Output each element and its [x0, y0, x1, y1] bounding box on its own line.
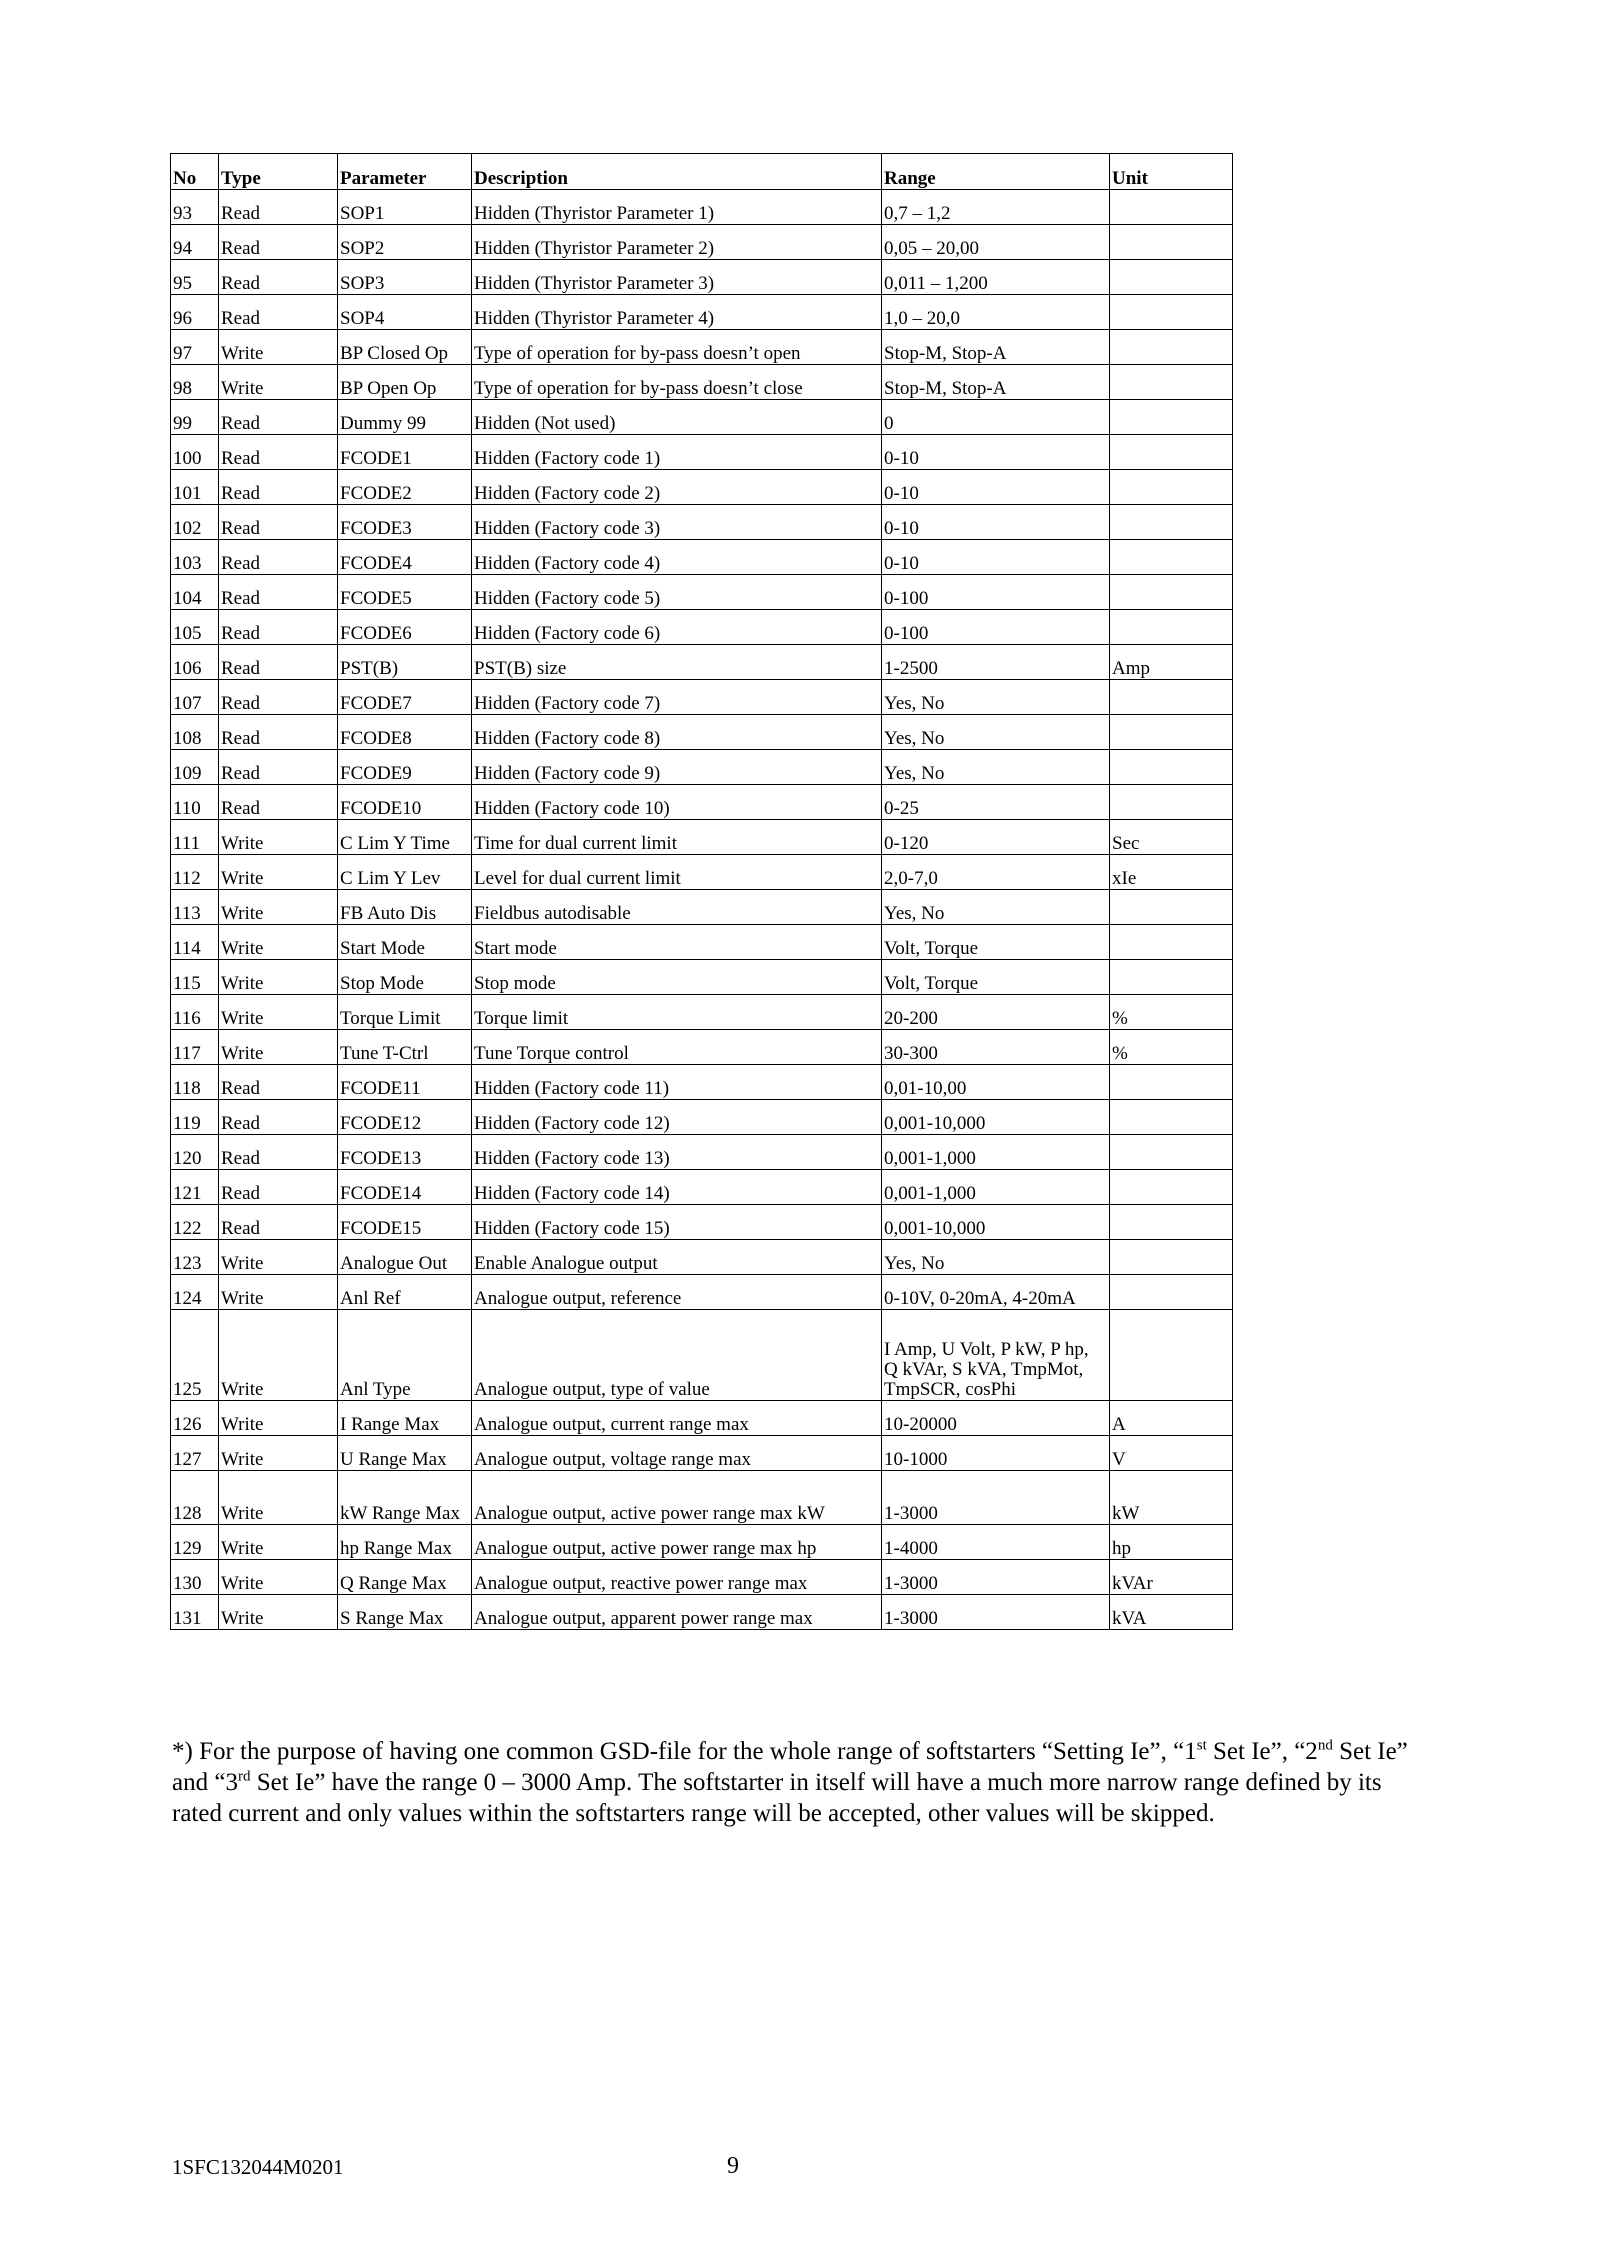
cell-unit [1110, 1275, 1233, 1310]
cell-unit [1110, 260, 1233, 295]
cell-unit: % [1110, 995, 1233, 1030]
cell-no: 100 [171, 435, 219, 470]
table-row [171, 400, 1233, 435]
table-row [171, 645, 1233, 680]
cell-parameter: Anl Ref [338, 1275, 472, 1310]
cell-range: 0-100 [882, 610, 1110, 645]
cell-type: Write [219, 1436, 338, 1471]
cell-description: Hidden (Factory code 7) [472, 680, 882, 715]
cell-unit [1110, 1065, 1233, 1100]
cell-parameter: FCODE1 [338, 435, 472, 470]
cell-description: Hidden (Factory code 8) [472, 715, 882, 750]
cell-type: Read [219, 435, 338, 470]
cell-range: 1,0 – 20,0 [882, 295, 1110, 330]
cell-unit [1110, 190, 1233, 225]
document-id: 1SFC132044M0201 [172, 2155, 344, 2179]
cell-unit [1110, 575, 1233, 610]
cell-no: 104 [171, 575, 219, 610]
cell-parameter: C Lim Y Lev [338, 855, 472, 890]
cell-range: 0,05 – 20,00 [882, 225, 1110, 260]
cell-parameter: FCODE14 [338, 1170, 472, 1205]
cell-range: 0-10 [882, 470, 1110, 505]
table-row [171, 505, 1233, 540]
cell-type: Read [219, 470, 338, 505]
cell-unit [1110, 1310, 1233, 1401]
cell-range: Stop-M, Stop-A [882, 365, 1110, 400]
cell-parameter: FCODE5 [338, 575, 472, 610]
cell-description: Analogue output, active power range max kW [472, 1471, 882, 1525]
cell-range: 0,001-1,000 [882, 1135, 1110, 1170]
cell-type: Write [219, 890, 338, 925]
cell-parameter: SOP3 [338, 260, 472, 295]
cell-type: Write [219, 820, 338, 855]
cell-range: 1-3000 [882, 1595, 1110, 1630]
cell-type: Read [219, 505, 338, 540]
cell-description: Analogue output, active power range max hp [472, 1525, 882, 1560]
cell-no: 97 [171, 330, 219, 365]
cell-description: Analogue output, reference [472, 1275, 882, 1310]
footnote-text-3: Set Ie” and “3 [172, 1738, 1408, 1796]
cell-description: Hidden (Thyristor Parameter 3) [472, 260, 882, 295]
table-row [171, 680, 1233, 715]
header-parameter: Parameter [338, 154, 472, 190]
cell-range: 0-10 [882, 540, 1110, 575]
footnote-text-2: Set Ie”, “2 [1206, 1738, 1318, 1765]
cell-unit: xIe [1110, 855, 1233, 890]
table-row [171, 855, 1233, 890]
cell-no: 122 [171, 1205, 219, 1240]
cell-description: Time for dual current limit [472, 820, 882, 855]
table-row [171, 1471, 1233, 1525]
cell-no: 118 [171, 1065, 219, 1100]
cell-unit: kVAr [1110, 1560, 1233, 1595]
cell-range: 0,001-10,000 [882, 1100, 1110, 1135]
cell-description: Hidden (Factory code 15) [472, 1205, 882, 1240]
cell-unit: A [1110, 1401, 1233, 1436]
cell-type: Read [219, 645, 338, 680]
cell-no: 112 [171, 855, 219, 890]
cell-type: Read [219, 225, 338, 260]
cell-range: 1-3000 [882, 1471, 1110, 1525]
cell-type: Write [219, 1560, 338, 1595]
cell-type: Write [219, 925, 338, 960]
cell-unit [1110, 960, 1233, 995]
cell-unit [1110, 225, 1233, 260]
table-row [171, 1595, 1233, 1630]
cell-range: 0-100 [882, 575, 1110, 610]
cell-no: 114 [171, 925, 219, 960]
cell-no: 108 [171, 715, 219, 750]
cell-parameter: FCODE12 [338, 1100, 472, 1135]
cell-no: 120 [171, 1135, 219, 1170]
cell-no: 128 [171, 1471, 219, 1525]
cell-unit [1110, 1240, 1233, 1275]
cell-type: Read [219, 1065, 338, 1100]
cell-parameter: kW Range Max [338, 1471, 472, 1525]
cell-no: 95 [171, 260, 219, 295]
cell-description: Analogue output, apparent power range max [472, 1595, 882, 1630]
table-row [171, 1065, 1233, 1100]
cell-parameter: BP Open Op [338, 365, 472, 400]
cell-description: Hidden (Thyristor Parameter 1) [472, 190, 882, 225]
cell-range: Yes, No [882, 680, 1110, 715]
cell-description: Hidden (Factory code 1) [472, 435, 882, 470]
table-row [171, 1560, 1233, 1595]
table-row [171, 820, 1233, 855]
cell-range: 0-10V, 0-20mA, 4-20mA [882, 1275, 1110, 1310]
table-row [171, 1275, 1233, 1310]
cell-description: Analogue output, type of value [472, 1310, 882, 1401]
cell-range: 0 [882, 400, 1110, 435]
table-row [171, 1240, 1233, 1275]
cell-unit [1110, 1170, 1233, 1205]
table-row [171, 1401, 1233, 1436]
cell-range: I Amp, U Volt, P kW, P hp, Q kVAr, S kVA, TmpMot, TmpSCR, cosPhi [882, 1310, 1110, 1401]
cell-no: 98 [171, 365, 219, 400]
cell-unit [1110, 505, 1233, 540]
cell-range: Volt, Torque [882, 960, 1110, 995]
cell-type: Write [219, 855, 338, 890]
table-row [171, 890, 1233, 925]
cell-unit: hp [1110, 1525, 1233, 1560]
footnote-sup-3: rd [237, 1768, 251, 1785]
cell-no: 106 [171, 645, 219, 680]
cell-type: Write [219, 1240, 338, 1275]
cell-parameter: U Range Max [338, 1436, 472, 1471]
cell-parameter: FCODE10 [338, 785, 472, 820]
cell-range: Yes, No [882, 750, 1110, 785]
cell-type: Read [219, 715, 338, 750]
table-row [171, 1170, 1233, 1205]
cell-parameter: Stop Mode [338, 960, 472, 995]
cell-unit [1110, 470, 1233, 505]
cell-description: Type of operation for by-pass doesn’t close [472, 365, 882, 400]
table-row [171, 330, 1233, 365]
cell-description: Level for dual current limit [472, 855, 882, 890]
header-range: Range [882, 154, 1110, 190]
header-description: Description [472, 154, 882, 190]
cell-parameter: FCODE8 [338, 715, 472, 750]
table-row [171, 190, 1233, 225]
cell-no: 96 [171, 295, 219, 330]
cell-unit: Sec [1110, 820, 1233, 855]
cell-type: Read [219, 190, 338, 225]
cell-description: Fieldbus autodisable [472, 890, 882, 925]
table-row [171, 960, 1233, 995]
table-row [171, 1525, 1233, 1560]
cell-description: Analogue output, reactive power range max [472, 1560, 882, 1595]
cell-type: Read [219, 1135, 338, 1170]
cell-no: 130 [171, 1560, 219, 1595]
cell-unit: V [1110, 1436, 1233, 1471]
cell-parameter: FCODE7 [338, 680, 472, 715]
cell-unit [1110, 1100, 1233, 1135]
cell-description: Hidden (Factory code 13) [472, 1135, 882, 1170]
table-row [171, 470, 1233, 505]
cell-unit [1110, 680, 1233, 715]
table-row [171, 295, 1233, 330]
cell-description: Hidden (Factory code 3) [472, 505, 882, 540]
cell-range: 10-20000 [882, 1401, 1110, 1436]
cell-no: 107 [171, 680, 219, 715]
cell-parameter: I Range Max [338, 1401, 472, 1436]
table-row [171, 1030, 1233, 1065]
table-row [171, 715, 1233, 750]
cell-no: 101 [171, 470, 219, 505]
cell-no: 93 [171, 190, 219, 225]
cell-no: 123 [171, 1240, 219, 1275]
cell-range: 0,001-1,000 [882, 1170, 1110, 1205]
cell-no: 110 [171, 785, 219, 820]
cell-description: Hidden (Thyristor Parameter 2) [472, 225, 882, 260]
table-header-row [171, 154, 1233, 190]
table-row [171, 1310, 1233, 1401]
cell-type: Read [219, 540, 338, 575]
cell-unit [1110, 1205, 1233, 1240]
cell-parameter: Dummy 99 [338, 400, 472, 435]
footnote-text-1: *) For the purpose of having one common GSD-file for the whole range of softstarters “Setting Ie”, “1 [172, 1738, 1197, 1765]
table-row [171, 925, 1233, 960]
cell-parameter: Anl Type [338, 1310, 472, 1401]
cell-range: 0,001-10,000 [882, 1205, 1110, 1240]
cell-parameter: FCODE2 [338, 470, 472, 505]
cell-no: 113 [171, 890, 219, 925]
cell-no: 117 [171, 1030, 219, 1065]
cell-range: 30-300 [882, 1030, 1110, 1065]
cell-unit: % [1110, 1030, 1233, 1065]
cell-type: Write [219, 1525, 338, 1560]
cell-unit [1110, 1135, 1233, 1170]
page-number: 9 [727, 2153, 739, 2179]
cell-parameter: Analogue Out [338, 1240, 472, 1275]
cell-no: 99 [171, 400, 219, 435]
cell-type: Read [219, 750, 338, 785]
cell-parameter: SOP4 [338, 295, 472, 330]
cell-no: 109 [171, 750, 219, 785]
cell-parameter: FCODE11 [338, 1065, 472, 1100]
cell-no: 102 [171, 505, 219, 540]
cell-parameter: FB Auto Dis [338, 890, 472, 925]
cell-range: 1-3000 [882, 1560, 1110, 1595]
cell-unit [1110, 610, 1233, 645]
cell-description: Analogue output, voltage range max [472, 1436, 882, 1471]
cell-parameter: S Range Max [338, 1595, 472, 1630]
cell-type: Write [219, 995, 338, 1030]
cell-unit [1110, 365, 1233, 400]
cell-parameter: FCODE15 [338, 1205, 472, 1240]
cell-range: 0-10 [882, 435, 1110, 470]
cell-no: 125 [171, 1310, 219, 1401]
cell-range: Stop-M, Stop-A [882, 330, 1110, 365]
cell-unit [1110, 400, 1233, 435]
cell-range: 0,011 – 1,200 [882, 260, 1110, 295]
cell-no: 127 [171, 1436, 219, 1471]
cell-parameter: BP Closed Op [338, 330, 472, 365]
cell-range: 0-25 [882, 785, 1110, 820]
cell-unit [1110, 540, 1233, 575]
cell-no: 103 [171, 540, 219, 575]
table-row [171, 540, 1233, 575]
cell-description: PST(B) size [472, 645, 882, 680]
cell-type: Read [219, 785, 338, 820]
table-row [171, 750, 1233, 785]
cell-unit [1110, 435, 1233, 470]
parameter-table [170, 153, 1233, 1630]
table-row [171, 1436, 1233, 1471]
footnote-sup-1: st [1196, 1737, 1207, 1754]
footnote-sup-2: nd [1317, 1737, 1333, 1754]
cell-type: Write [219, 1310, 338, 1401]
cell-parameter: PST(B) [338, 645, 472, 680]
cell-parameter: Q Range Max [338, 1560, 472, 1595]
header-no: No [171, 154, 219, 190]
header-type: Type [219, 154, 338, 190]
cell-range: 10-1000 [882, 1436, 1110, 1471]
cell-type: Read [219, 1170, 338, 1205]
cell-unit [1110, 330, 1233, 365]
cell-type: Write [219, 330, 338, 365]
cell-range: 1-4000 [882, 1525, 1110, 1560]
cell-parameter: Tune T-Ctrl [338, 1030, 472, 1065]
cell-unit: kW [1110, 1471, 1233, 1525]
cell-parameter: C Lim Y Time [338, 820, 472, 855]
cell-description: Hidden (Thyristor Parameter 4) [472, 295, 882, 330]
cell-type: Write [219, 960, 338, 995]
cell-parameter: FCODE13 [338, 1135, 472, 1170]
cell-description: Start mode [472, 925, 882, 960]
cell-unit [1110, 750, 1233, 785]
cell-description: Hidden (Factory code 10) [472, 785, 882, 820]
cell-no: 126 [171, 1401, 219, 1436]
table-row [171, 610, 1233, 645]
cell-description: Analogue output, current range max [472, 1401, 882, 1436]
table-row [171, 260, 1233, 295]
cell-description: Hidden (Factory code 12) [472, 1100, 882, 1135]
table-row [171, 225, 1233, 260]
cell-description: Hidden (Not used) [472, 400, 882, 435]
footnote-text-4: Set Ie” have the range 0 – 3000 Amp. The softstarter in itself will have a much more narrow range defined by its rated current and only values within the softstarters range will be accepted, other values will be skipped. [172, 1769, 1382, 1827]
cell-description: Torque limit [472, 995, 882, 1030]
table-row [171, 785, 1233, 820]
cell-type: Read [219, 680, 338, 715]
cell-type: Read [219, 575, 338, 610]
cell-no: 124 [171, 1275, 219, 1310]
table-row [171, 1135, 1233, 1170]
cell-no: 121 [171, 1170, 219, 1205]
cell-type: Write [219, 365, 338, 400]
cell-parameter: hp Range Max [338, 1525, 472, 1560]
cell-type: Read [219, 610, 338, 645]
cell-description: Type of operation for by-pass doesn’t open [472, 330, 882, 365]
table-row [171, 435, 1233, 470]
cell-unit [1110, 925, 1233, 960]
cell-parameter: FCODE4 [338, 540, 472, 575]
cell-type: Read [219, 260, 338, 295]
cell-range: Yes, No [882, 715, 1110, 750]
table-body [171, 190, 1233, 1630]
cell-range: 2,0-7,0 [882, 855, 1110, 890]
cell-parameter: Start Mode [338, 925, 472, 960]
cell-description: Hidden (Factory code 2) [472, 470, 882, 505]
cell-no: 105 [171, 610, 219, 645]
cell-range: Volt, Torque [882, 925, 1110, 960]
cell-description: Hidden (Factory code 11) [472, 1065, 882, 1100]
cell-description: Hidden (Factory code 14) [472, 1170, 882, 1205]
cell-unit [1110, 295, 1233, 330]
cell-type: Read [219, 1100, 338, 1135]
cell-type: Write [219, 1030, 338, 1065]
cell-description: Hidden (Factory code 4) [472, 540, 882, 575]
cell-type: Write [219, 1471, 338, 1525]
cell-range: 1-2500 [882, 645, 1110, 680]
cell-type: Write [219, 1595, 338, 1630]
cell-no: 131 [171, 1595, 219, 1630]
cell-range: Yes, No [882, 1240, 1110, 1275]
table-row [171, 365, 1233, 400]
cell-range: 0-10 [882, 505, 1110, 540]
cell-type: Read [219, 400, 338, 435]
cell-parameter: Torque Limit [338, 995, 472, 1030]
cell-no: 119 [171, 1100, 219, 1135]
header-unit: Unit [1110, 154, 1233, 190]
cell-unit [1110, 890, 1233, 925]
cell-range: 0-120 [882, 820, 1110, 855]
cell-no: 115 [171, 960, 219, 995]
cell-description: Hidden (Factory code 6) [472, 610, 882, 645]
cell-unit [1110, 785, 1233, 820]
table-row [171, 1100, 1233, 1135]
cell-description: Stop mode [472, 960, 882, 995]
cell-description: Hidden (Factory code 9) [472, 750, 882, 785]
cell-parameter: FCODE3 [338, 505, 472, 540]
table-row [171, 995, 1233, 1030]
cell-unit: Amp [1110, 645, 1233, 680]
cell-no: 94 [171, 225, 219, 260]
cell-range: Yes, No [882, 890, 1110, 925]
cell-type: Write [219, 1401, 338, 1436]
table-row [171, 1205, 1233, 1240]
cell-parameter: FCODE6 [338, 610, 472, 645]
cell-range: 0,7 – 1,2 [882, 190, 1110, 225]
cell-no: 129 [171, 1525, 219, 1560]
cell-type: Write [219, 1275, 338, 1310]
cell-no: 111 [171, 820, 219, 855]
table-row [171, 575, 1233, 610]
cell-description: Enable Analogue output [472, 1240, 882, 1275]
cell-description: Tune Torque control [472, 1030, 882, 1065]
cell-unit [1110, 715, 1233, 750]
footnote [172, 1736, 1432, 1829]
cell-parameter: FCODE9 [338, 750, 472, 785]
cell-no: 116 [171, 995, 219, 1030]
cell-parameter: SOP1 [338, 190, 472, 225]
cell-range: 20-200 [882, 995, 1110, 1030]
cell-description: Hidden (Factory code 5) [472, 575, 882, 610]
cell-type: Read [219, 295, 338, 330]
cell-unit: kVA [1110, 1595, 1233, 1630]
cell-parameter: SOP2 [338, 225, 472, 260]
cell-type: Read [219, 1205, 338, 1240]
cell-range: 0,01-10,00 [882, 1065, 1110, 1100]
